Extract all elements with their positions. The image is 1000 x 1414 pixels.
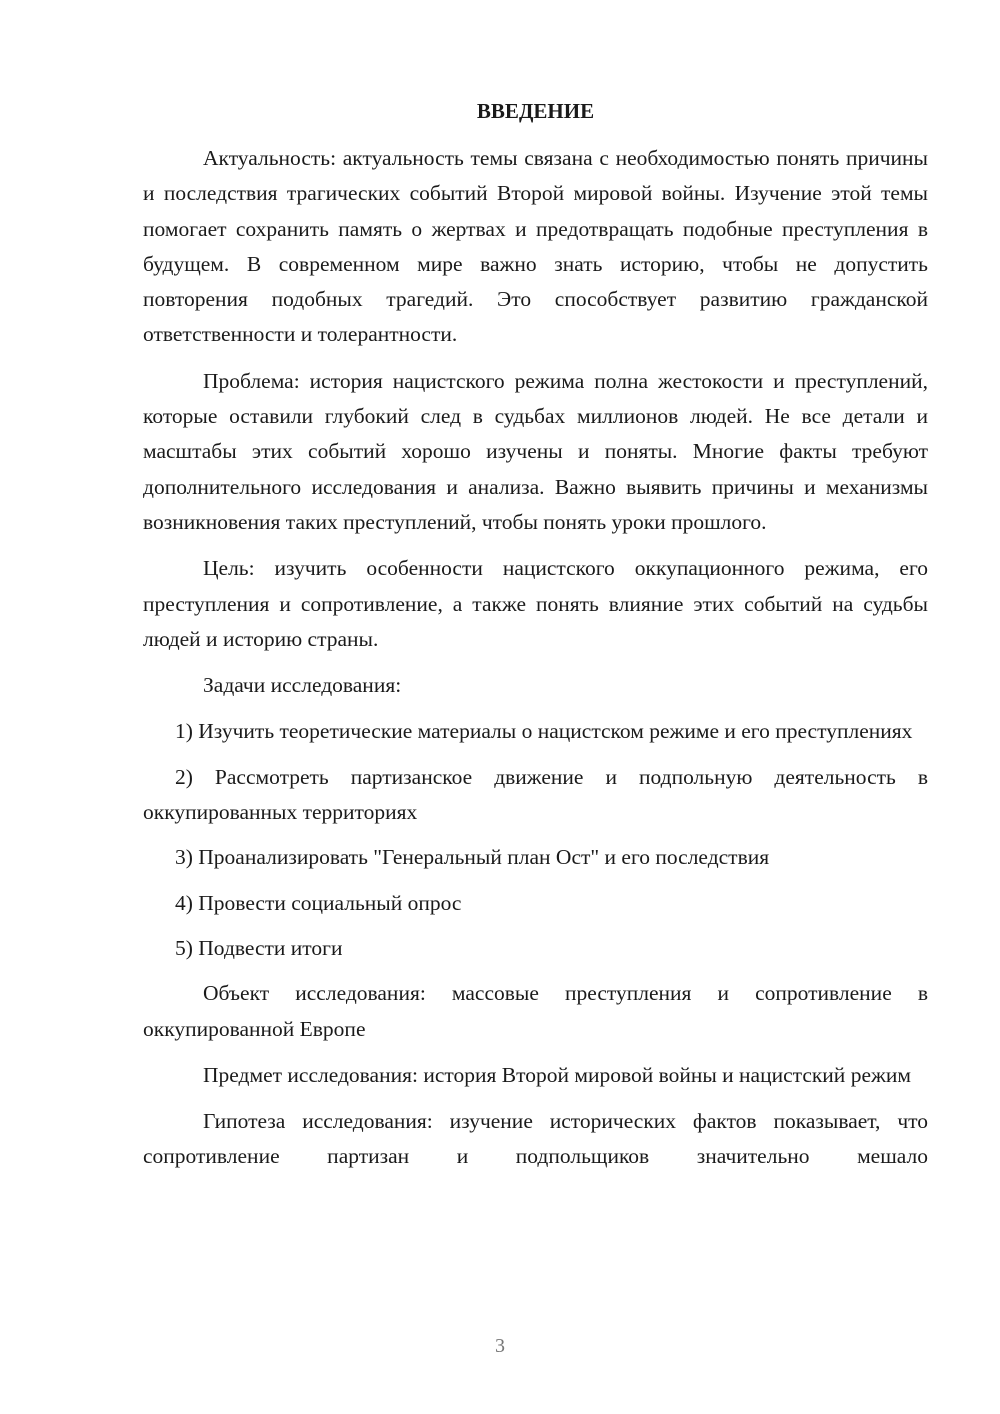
task-item-4: 4) Провести социальный опрос (175, 890, 462, 915)
paragraph-goal: Цель: изучить особенности нацистского оккупационного режима, его преступления и сопротивление, а также понять влияние этих событий на судьбы людей и историю страны. (143, 556, 928, 651)
paragraph-object: Объект исследования: массовые преступления и сопротивление в оккупированной Европе (143, 981, 928, 1041)
page-number: 3 (495, 1335, 505, 1357)
page-title: ВВЕДЕНИЕ (476, 99, 595, 123)
task-item-2: 2) Рассмотреть партизанское движение и подпольную деятельность в оккупированных территориях (143, 764, 928, 825)
task-item-1: 1) Изучить теоретические материалы о нацистском режиме и его преступлениях (175, 719, 913, 744)
task-item-3: 3) Проанализировать "Генеральный план Ост" и его последствия (175, 845, 770, 870)
task-item-5: 5) Подвести итоги (175, 935, 343, 960)
paragraph-tasks-heading: Задачи исследования: (203, 673, 402, 698)
paragraph-subject: Предмет исследования: история Второй мировой войны и нацистский режим (203, 1062, 911, 1087)
paragraph-problem: Проблема: история нацистского режима полна жестокости и преступлений, которые оставили глубокий след в судьбах миллионов людей. Не все детали и масштабы этих событий хорошо изучены и поняты. Многие факты требуют дополнительного исследования и анализа. Важно выявить причины и механизмы возникновения таких преступлений, чтобы понять уроки прошлого. (143, 368, 928, 534)
document-page (143, 94, 928, 1186)
paragraph-hypothesis: Гипотеза исследования: изучение исторических фактов показывает, что сопротивление партизан и подпольщиков значительно мешало (143, 1109, 928, 1169)
paragraph-relevance: Актуальность: актуальность темы связана с необходимостью понять причины и последствия трагических событий Второй мировой войны. Изучение этой темы помогает сохранить память о жертвах и предотвращать подобные преступления в будущем. В современном мире важно знать историю, чтобы не допустить повторения подобных трагедий. Это способствует развитию гражданской ответственности и толерантности. (143, 146, 928, 347)
